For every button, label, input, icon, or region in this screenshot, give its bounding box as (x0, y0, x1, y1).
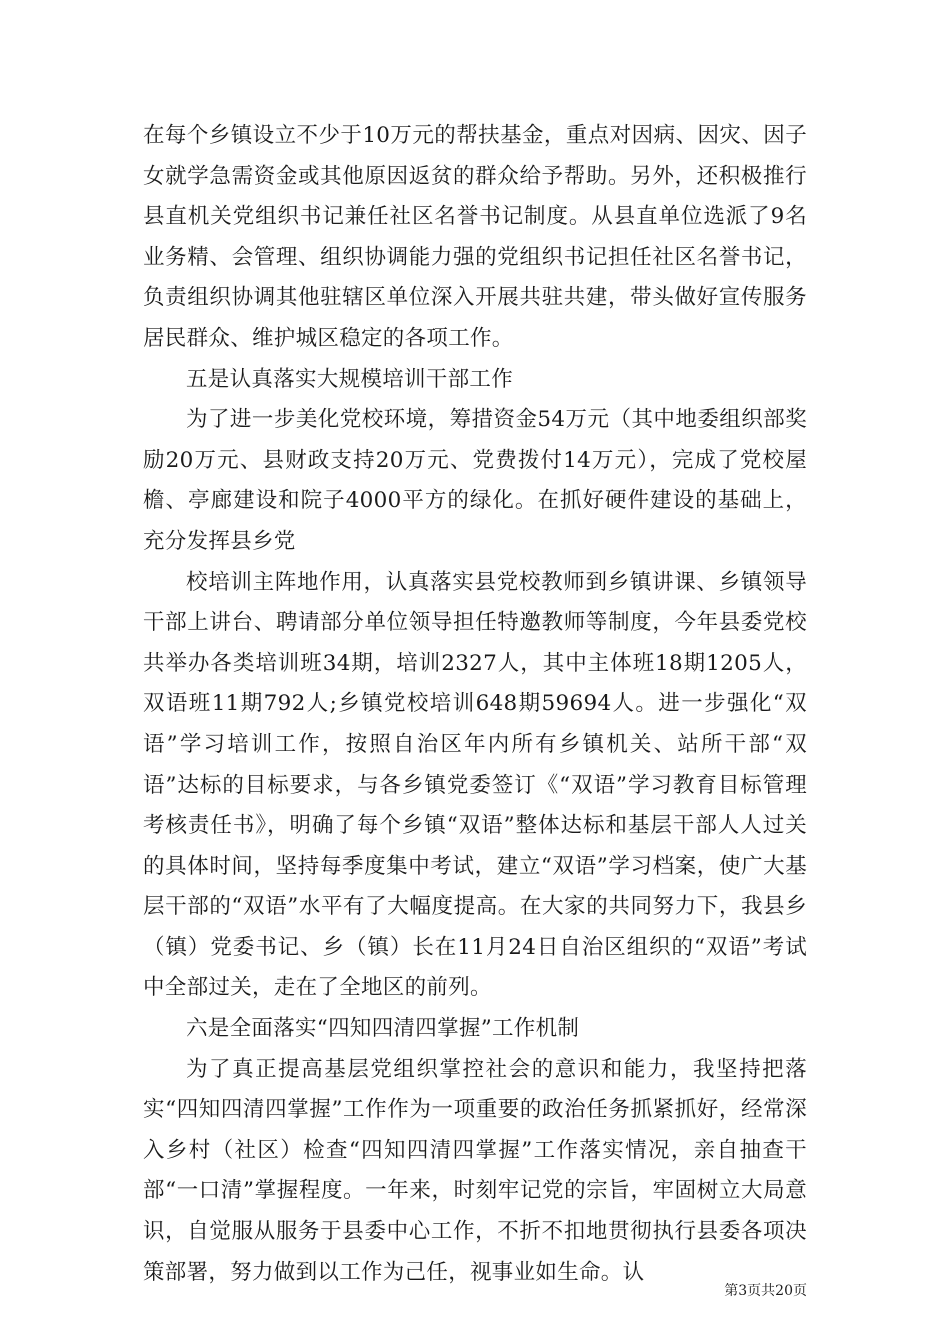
body-paragraph-continuation: 在每个乡镇设立不少于10万元的帮扶基金，重点对因病、因灾、因子女就学急需资金或其他原因返贫的群众给予帮助。另外，还积极推行县直机关党组织书记兼任社区名誉书记制度。从县直单位选派了9名业务精、会管理、组织协调能力强的党组织书记担任社区名誉书记，负责组织协调其他驻辖区单位深入开展共驻共建，带头做好宣传服务居民群众、维护城区稳定的各项工作。 (143, 123, 807, 351)
section-heading-six: 六是全面落实“四知四清四掌握”工作机制 (186, 1016, 580, 1042)
document-body (143, 116, 807, 1293)
body-paragraph-party-school-funds: 为了进一步美化党校环境，筹措资金54万元（其中地委组织部奖励20万元、县财政支持20万元、党费拨付14万元），完成了党校屋檐、亭廊建设和院子4000平方的绿化。在抓好硬件建设的基础上，充分发挥县乡党 (143, 407, 807, 554)
body-paragraph-training: 校培训主阵地作用，认真落实县党校教师到乡镇讲课、乡镇领导干部上讲台、聘请部分单位领导担任特邀教师等制度，今年县委党校共举办各类培训班34期，培训2327人，其中主体班18期1205人，双语班11期792人;乡镇党校培训648期59694人。进一步强化“双语”学习培训工作，按照自治区年内所有乡镇机关、站所干部“双语”达标的目标要求，与各乡镇党委签订《“双语”学习教育目标管理考核责任书》，明确了每个乡镇“双语”整体达标和基层干部人人过关的具体时间，坚持每季度集中考试，建立“双语”学习档案，使广大基层干部的“双语”水平有了大幅度提高。在大家的共同努力下，我县乡（镇）党委书记、乡（镇）长在11月24日自治区组织的“双语”考试中全部过关，走在了全地区的前列。 (143, 569, 807, 1001)
page-number-footer: 第3页共20页 (724, 1283, 807, 1299)
section-heading-five: 五是认真落实大规模培训干部工作 (186, 366, 514, 392)
body-paragraph-four-knows: 为了真正提高基层党组织掌控社会的意识和能力，我坚持把落实“四知四清四掌握”工作作为一项重要的政治任务抓紧抓好，经常深入乡村（社区）检查“四知四清四掌握”工作落实情况，亲自抽查干部“一口清”掌握程度。一年来，时刻牢记党的宗旨，牢固树立大局意识，自觉服从服务于县委中心工作，不折不扣地贯彻执行县委各项决策部署，努力做到以工作为己任，视事业如生命。认 (143, 1056, 807, 1285)
